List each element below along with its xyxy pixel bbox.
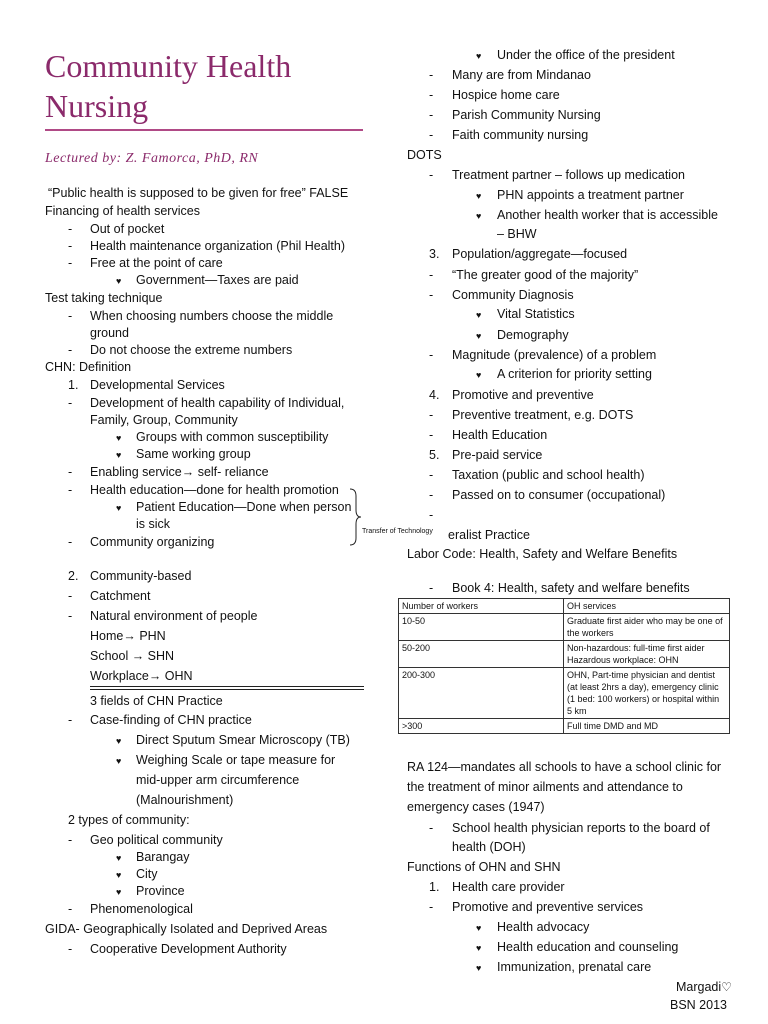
paragraph-line: emergency cases (1947): [407, 800, 545, 814]
heart-outline-icon: ♡: [721, 980, 732, 994]
table-cell: 50-200: [399, 641, 564, 668]
table-row: [399, 719, 730, 734]
heart-bullet-icon: ♥: [476, 191, 482, 201]
lecturer-line: Lectured by: Z. Famorca, PhD, RN: [45, 151, 259, 166]
list-item: eralist Practice: [448, 528, 530, 542]
dash-marker: -: [68, 309, 73, 323]
list-item: Community Diagnosis: [452, 288, 574, 302]
list-item: Same working group: [136, 447, 251, 461]
oh-services-table: [398, 598, 730, 734]
list-item: Catchment: [90, 589, 151, 603]
heart-bullet-icon: ♥: [476, 331, 482, 341]
list-item: Out of pocket: [90, 222, 165, 236]
dash-marker: -: [429, 900, 434, 914]
list-item: Passed on to consumer (occupational): [452, 488, 666, 502]
dash-marker: -: [429, 108, 434, 122]
number-marker: 5.: [429, 448, 440, 462]
list-item: Developmental Services: [90, 378, 225, 392]
list-item: Magnitude (prevalence) of a problem: [452, 348, 657, 362]
dash-marker: -: [68, 222, 73, 236]
list-item: Health care provider: [452, 880, 565, 894]
heart-bullet-icon: ♥: [476, 370, 482, 380]
list-item: Cooperative Development Authority: [90, 942, 287, 956]
table-cell: Graduate first aider who may be one of the workers: [564, 614, 730, 641]
list-item: Faith community nursing: [452, 128, 589, 142]
list-item: Community organizing: [90, 535, 215, 549]
list-item-continued: ground: [90, 326, 129, 340]
dash-marker: -: [68, 343, 73, 357]
dash-marker: -: [68, 256, 73, 270]
curly-brace-icon: [348, 488, 362, 546]
table-row: [399, 614, 730, 641]
divider-line: [90, 689, 364, 690]
list-item: Direct Sputum Smear Microscopy (TB): [136, 733, 350, 747]
heart-bullet-icon: ♥: [116, 736, 122, 746]
list-item: Groups with common susceptibility: [136, 430, 329, 444]
list-item: “The greater good of the majority”: [452, 268, 639, 282]
list-item: Demography: [497, 328, 569, 342]
list-item: Health education and counseling: [497, 940, 679, 954]
footer-author: [676, 980, 732, 994]
dash-marker: -: [429, 508, 434, 522]
list-item: Home→ PHN: [90, 629, 166, 643]
number-marker: 1.: [429, 880, 440, 894]
dash-marker: -: [429, 348, 434, 362]
list-item: Phenomenological: [90, 902, 193, 916]
heart-bullet-icon: ♥: [476, 51, 482, 61]
list-item-continued: (Malnourishment): [136, 793, 234, 807]
dash-marker: -: [68, 589, 73, 603]
divider-line: [90, 686, 364, 687]
table-row: [399, 641, 730, 668]
list-item: Case-finding of CHN practice: [90, 713, 252, 727]
list-item: Health education—done for health promotion: [90, 483, 339, 497]
dash-marker: -: [68, 713, 73, 727]
heart-bullet-icon: ♥: [476, 310, 482, 320]
list-item: Pre-paid service: [452, 448, 543, 462]
list-item: Geo political community: [90, 833, 223, 847]
list-item: School → SHN: [90, 649, 175, 663]
number-marker: 4.: [429, 388, 440, 402]
dash-marker: -: [429, 168, 434, 182]
dash-marker: -: [68, 483, 73, 497]
table-cell: [564, 641, 730, 668]
list-item-continued: Family, Group, Community: [90, 413, 238, 427]
list-item: Promotive and preventive services: [452, 900, 644, 914]
number-marker: 2.: [68, 569, 79, 583]
list-item: Parish Community Nursing: [452, 108, 601, 122]
section-heading: DOTS: [407, 148, 442, 162]
table-row: [399, 668, 730, 719]
number-marker: 1.: [68, 378, 79, 392]
list-item: Book 4: Health, safety and welfare benefits: [452, 581, 690, 595]
list-item: Do not choose the extreme numbers: [90, 343, 293, 357]
author-name: Margadi: [676, 980, 722, 994]
dash-marker: -: [429, 488, 434, 502]
list-item: Immunization, prenatal care: [497, 960, 652, 974]
list-item: A criterion for priority setting: [497, 367, 652, 381]
number-marker: 3.: [429, 247, 440, 261]
list-item: Free at the point of care: [90, 256, 223, 270]
list-item: Natural environment of people: [90, 609, 258, 623]
dash-marker: -: [429, 88, 434, 102]
list-item: Weighing Scale or tape measure for: [136, 753, 336, 767]
section-heading: Test taking technique: [45, 291, 163, 305]
heart-bullet-icon: ♥: [476, 211, 482, 221]
dash-marker: -: [429, 268, 434, 282]
footer-batch: BSN 2013: [670, 998, 727, 1012]
list-item: Taxation (public and school health): [452, 468, 645, 482]
table-cell: Full time DMD and MD: [564, 719, 730, 734]
list-item: Health Education: [452, 428, 548, 442]
list-item: Many are from Mindanao: [452, 68, 591, 82]
dash-marker: -: [68, 465, 73, 479]
list-item: Hospice home care: [452, 88, 560, 102]
list-item: When choosing numbers choose the middle: [90, 309, 334, 323]
dash-marker: -: [68, 239, 73, 253]
heart-bullet-icon: ♥: [116, 756, 122, 766]
section-heading: CHN: Definition: [45, 360, 132, 374]
list-item: Government—Taxes are paid: [136, 273, 299, 287]
list-item: Under the office of the president: [497, 48, 675, 62]
list-item: Workplace→ OHN: [90, 669, 193, 683]
dash-marker: -: [429, 408, 434, 422]
title-line-2: Nursing: [45, 88, 149, 124]
heart-bullet-icon: ♥: [116, 433, 122, 443]
dash-marker: -: [68, 396, 73, 410]
table-header-row: [399, 599, 730, 614]
section-heading: 2 types of community:: [68, 813, 190, 827]
table-header-cell: Number of workers: [399, 599, 564, 614]
heart-bullet-icon: ♥: [116, 887, 122, 897]
list-item: PHN appoints a treatment partner: [497, 188, 684, 202]
title-line-1: Community Health: [45, 48, 292, 84]
list-item: Health maintenance organization (Phil Health): [90, 239, 346, 253]
dash-marker: -: [68, 833, 73, 847]
list-item: 3 fields of CHN Practice: [90, 694, 223, 708]
list-item: Barangay: [136, 850, 190, 864]
dash-marker: -: [429, 581, 434, 595]
list-item: Patient Education—Done when person: [136, 500, 352, 514]
paragraph-line: the treatment of minor ailments and attendance to: [407, 780, 683, 794]
heart-bullet-icon: ♥: [116, 870, 122, 880]
dash-marker: -: [429, 288, 434, 302]
list-item: Province: [136, 884, 185, 898]
table-cell: 200-300: [399, 668, 564, 719]
section-heading: Functions of OHN and SHN: [407, 860, 561, 874]
table-cell-line: Non-hazardous: full-time first aider: [567, 643, 705, 653]
list-item: Health advocacy: [497, 920, 590, 934]
brace-annotation: Transfer of Technology: [362, 528, 433, 535]
dash-marker: -: [68, 535, 73, 549]
table-cell-line: Hazardous workplace: OHN: [567, 655, 679, 665]
heart-bullet-icon: ♥: [476, 963, 482, 973]
list-item: School health physician reports to the board of: [452, 821, 710, 835]
list-item-continued: mid-upper arm circumference: [136, 773, 300, 787]
list-item: Community-based: [90, 569, 192, 583]
table-cell: 10-50: [399, 614, 564, 641]
heart-bullet-icon: ♥: [116, 276, 122, 286]
section-heading: Financing of health services: [45, 204, 200, 218]
list-item: Population/aggregate—focused: [452, 247, 628, 261]
list-item: Vital Statistics: [497, 307, 575, 321]
dash-marker: -: [68, 609, 73, 623]
list-item-continued: is sick: [136, 517, 171, 531]
dash-marker: -: [429, 468, 434, 482]
table-cell: OHN, Part-time physician and dentist (at least 2hrs a day), emergency clinic (1 bed: 100 workers) or hospital within 5 km: [564, 668, 730, 719]
list-item: Treatment partner – follows up medication: [452, 168, 685, 182]
heart-bullet-icon: ♥: [116, 450, 122, 460]
list-item-continued: – BHW: [497, 227, 537, 241]
list-item: Development of health capability of Individual,: [90, 396, 345, 410]
heart-bullet-icon: ♥: [476, 923, 482, 933]
heart-bullet-icon: ♥: [476, 943, 482, 953]
dash-marker: -: [429, 68, 434, 82]
paragraph-line: RA 124—mandates all schools to have a school clinic for: [407, 760, 722, 774]
section-heading: GIDA- Geographically Isolated and Deprived Areas: [45, 922, 328, 936]
text-line: “Public health is supposed to be given for free” FALSE: [48, 186, 349, 200]
list-item: Promotive and preventive: [452, 388, 594, 402]
dash-marker: -: [429, 128, 434, 142]
list-item: Preventive treatment, e.g. DOTS: [452, 408, 634, 422]
table-cell: >300: [399, 719, 564, 734]
page-title: [45, 46, 365, 126]
list-item: Enabling service→ self- reliance: [90, 465, 269, 479]
dash-marker: -: [429, 428, 434, 442]
dash-marker: -: [68, 942, 73, 956]
heart-bullet-icon: ♥: [116, 853, 122, 863]
table-header-cell: OH services: [564, 599, 730, 614]
heart-bullet-icon: ♥: [116, 503, 122, 513]
title-divider: [45, 129, 363, 131]
list-item: Another health worker that is accessible: [497, 208, 718, 222]
dash-marker: -: [68, 902, 73, 916]
section-heading: Labor Code: Health, Safety and Welfare Benefits: [407, 547, 678, 561]
list-item-continued: health (DOH): [452, 840, 526, 854]
list-item: City: [136, 867, 158, 881]
dash-marker: -: [429, 821, 434, 835]
